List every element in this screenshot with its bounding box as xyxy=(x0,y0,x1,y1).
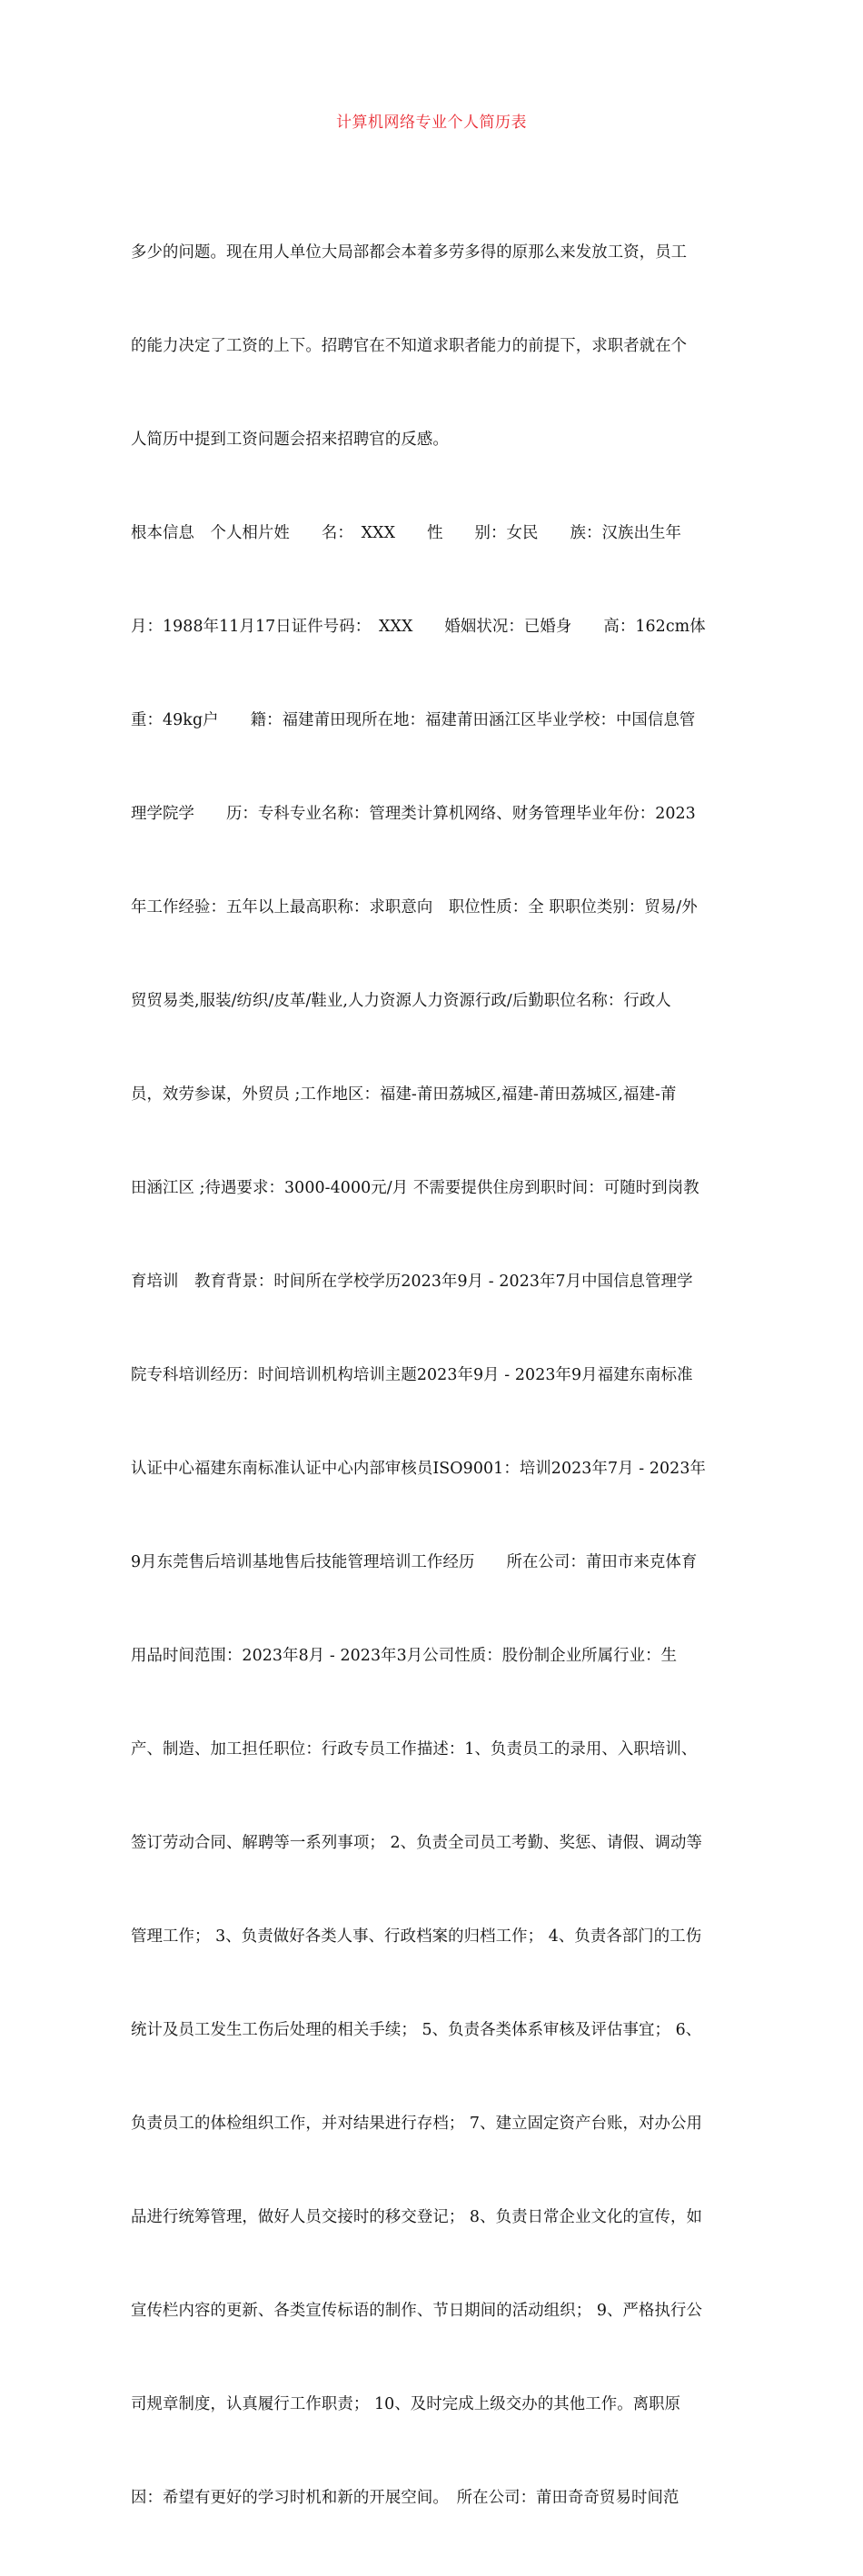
text-line: 统计及员工发生工伤后处理的相关手续； 5、负责各类体系审核及评估事宜； 6、 xyxy=(131,2021,702,2040)
text-line: 理学院学 历：专科专业名称：管理类计算机网络、财务管理毕业年份：2023 xyxy=(131,804,696,823)
text-line: 认证中心福建东南标准认证中心内部审核员ISO9001：培训2023年7月 - 2023年 xyxy=(131,1460,706,1479)
text-line: 宣传栏内容的更新、各类宣传标语的制作、节日期间的活动组织； 9、严格执行公 xyxy=(131,2302,702,2321)
text-line: 品进行统筹管理，做好人员交接时的移交登记； 8、负责日常企业文化的宣传，如 xyxy=(131,2208,702,2227)
text-line: 司规章制度，认真履行工作职责； 10、及时完成上级交办的其他工作。离职原 xyxy=(131,2395,681,2414)
text-line: 年工作经验：五年以上最高职称：求职意向 职位性质：全 职职位类别：贸易/外 xyxy=(131,897,698,916)
text-line: 管理工作； 3、负责做好各类人事、行政档案的归档工作； 4、负责各部门的工伤 xyxy=(131,1927,702,1947)
text-line: 产、制造、加工担任职位：行政专员工作描述：1、负责员工的录用、入职培训、 xyxy=(131,1740,698,1759)
text-line: 贸贸易类,服装/纺织/皮革/鞋业,人力资源人力资源行政/后勤职位名称：行政人 xyxy=(131,991,671,1010)
text-line: 因：希望有更好的学习时机和新的开展空间。 所在公司：莆田奇奇贸易时间范 xyxy=(131,2489,679,2508)
document-title: 计算机网络专业个人简历表 xyxy=(336,114,527,132)
text-line: 月：1988年11月17日证件号码： XXX 婚姻状况：已婚身 高：162cm体 xyxy=(131,617,706,636)
text-line: 重：49kg户 籍：福建莆田现所在地：福建莆田涵江区毕业学校：中国信息管 xyxy=(131,710,696,729)
text-line: 负责员工的体检组织工作，并对结果进行存档； 7、建立固定资产台账，对办公用 xyxy=(131,2115,702,2134)
text-line: 员，效劳参谋，外贸员 ;工作地区：福建-莆田荔城区,福建-莆田荔城区,福建-莆 xyxy=(131,1085,677,1104)
text-line: 9月东莞售后培训基地售后技能管理培训工作经历 所在公司：莆田市来克体育 xyxy=(131,1553,698,1572)
document-body xyxy=(131,174,734,2576)
text-line: 人简历中提到工资问题会招来招聘官的反感。 xyxy=(131,430,449,449)
text-line: 的能力决定了工资的上下。招聘官在不知道求职者能力的前提下，求职者就在个 xyxy=(131,336,688,355)
text-line: 田涵江区 ;待遇要求：3000-4000元/月 不需要提供住房到职时间：可随时到岗教 xyxy=(131,1179,699,1197)
text-line: 多少的问题。现在用人单位大局部都会本着多劳多得的原那么来发放工资，员工 xyxy=(131,243,688,262)
text-line: 用品时间范围：2023年8月 - 2023年3月公司性质：股份制企业所属行业：生 xyxy=(131,1647,678,1666)
text-line: 育培训 教育背景：时间所在学校学历2023年9月 - 2023年7月中国信息管理学 xyxy=(131,1273,693,1292)
text-line: 院专科培训经历：时间培训机构培训主题2023年9月 - 2023年9月福建东南标准 xyxy=(131,1366,693,1385)
text-line: 根本信息 个人相片姓 名： XXX 性 别：女民 族：汉族出生年 xyxy=(131,523,681,542)
text-line: 签订劳动合同、解聘等一系列事项； 2、负责全司员工考勤、奖惩、请假、调动等 xyxy=(131,1834,702,1853)
